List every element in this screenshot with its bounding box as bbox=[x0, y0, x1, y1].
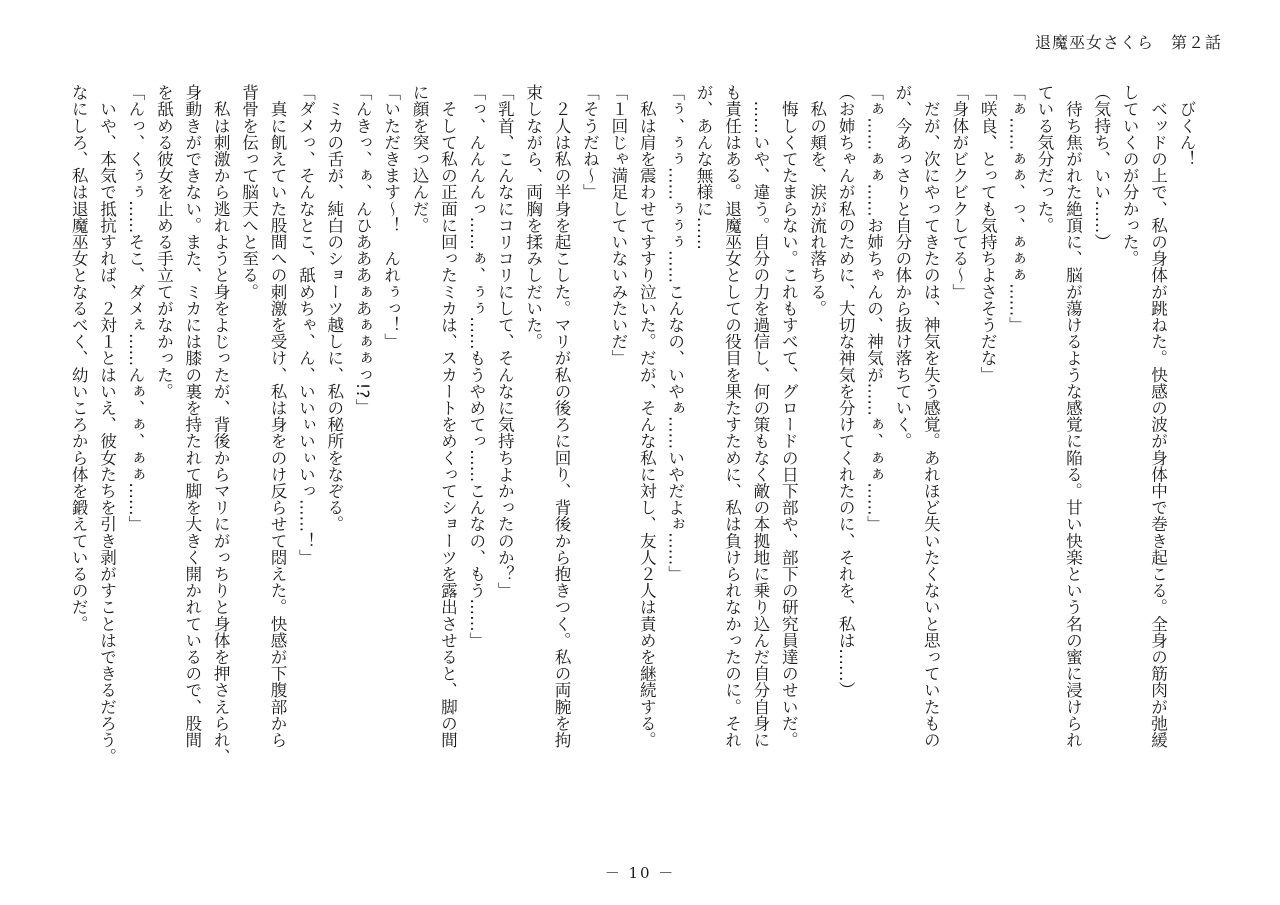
text-column: 私は肩を震わせてすすり泣いた。だが、そんな私に対し、友人２人は責めを継続する。 bbox=[637, 84, 657, 748]
text-column: びくん！ bbox=[1177, 84, 1196, 167]
text-column: ミカの舌が、純白のショーツ越しに、私の秘所をなぞる。 bbox=[324, 84, 344, 533]
text-column: 真に飢えていた股間への刺激を受け、私は身をのけ反らせて悶えた。快感が下腹部から bbox=[268, 84, 287, 748]
text-column: 「１回じゃ満足していないみたいだ」 bbox=[608, 84, 628, 367]
text-column: ……いや、違う。自分の力を過信し、何の策もなく敵の本拠地に乗り込んだ自分自身に bbox=[750, 84, 770, 748]
text-column: （お姉ちゃんが私のために、大切な神気を分けてくれたのに、それを、私は……） bbox=[836, 84, 856, 699]
text-column: 「そうだね～」 bbox=[580, 84, 600, 201]
text-column: に顔を突っ込んだ。 bbox=[410, 84, 430, 234]
text-column: 悔しくてたまらない。これもすべて、グロードの日下部や、部下の研究員達のせいだ。 bbox=[779, 84, 799, 748]
body-text bbox=[65, 84, 1200, 789]
text-column: そして私の正面に回ったミカは、スカートをめくってショーツを露出させると、脚の間 bbox=[438, 84, 458, 748]
text-column: 「んきっ、ぁ、んひあああぁあぁぁぁっ!?」 bbox=[353, 84, 373, 415]
text-column: 私の頬を、涙が流れ落ちる。 bbox=[807, 84, 827, 317]
text-column: 「っ、んんんんっ……ぁ、ぅぅ……もうやめてっ……こんなの、もう……」 bbox=[466, 84, 486, 649]
text-column: 束しながら、両胸を揉みしだいた。 bbox=[523, 84, 543, 350]
text-column: なにしろ、私は退魔巫女となるべく、幼いころから体を鍛えているのだ。 bbox=[69, 84, 89, 632]
text-column: だが、次にやってきたのは、神気を失う感覚。あれほど失いたくないと思っていたもの bbox=[921, 84, 941, 748]
text-column: が、今あっさりと自分の体から抜け落ちていく。 bbox=[892, 84, 912, 450]
text-column: （気持ち、いい……） bbox=[1091, 84, 1111, 250]
text-column: していくのが分かった。 bbox=[1120, 84, 1140, 267]
text-column: ベッドの上で、私の身体が跳ねた。快感の波が身体中で巻き起こる。全身の筋肉が弛緩 bbox=[1148, 84, 1168, 748]
text-column: 「身体がビクビクしてる～」 bbox=[949, 84, 969, 300]
text-column: 「乳首、こんなにコリコリにして、そんなに気持ちよかったのか？」 bbox=[495, 84, 515, 599]
text-column: 待ち焦がれた絶頂に、脳が蕩けるような感覚に陥る。甘い快楽という名の蜜に浸けられ bbox=[1063, 84, 1083, 748]
page-number: － 10 － bbox=[604, 864, 676, 882]
text-column: が、あんな無様に…… bbox=[694, 84, 714, 250]
text-column: 「ダメっ、そんなとこ、舐めちゃ、ん、いいぃいぃいっ……！」 bbox=[296, 84, 316, 566]
text-column: 「ぁ……ぁぁ……お姉ちゃんの、神気が……ぁ、ぁぁ……」 bbox=[864, 84, 884, 533]
text-column: 「咲良、とっても気持ちよさそうだな」 bbox=[978, 84, 998, 383]
text-column: 「ぁ……ぁぁ、っ、ぁぁぁ……」 bbox=[1006, 84, 1026, 333]
text-column: いや、本気で抵抗すれば、２対１とはいえ、彼女たちを引き剥がすことはできるだろう。 bbox=[97, 84, 117, 765]
running-header: 退魔巫女さくら 第２話 bbox=[1034, 33, 1222, 52]
text-column: 「んっ、くぅぅ……そこ、ダメぇ……んぁ、ぁ、ぁぁ……」 bbox=[125, 84, 145, 533]
text-column: 背骨を伝って脳天へと至る。 bbox=[239, 84, 259, 300]
text-column: ２人は私の半身を起こした。マリが私の後ろに回り、背後から抱きつく。私の両腕を拘 bbox=[552, 84, 572, 748]
text-column: を舐める彼女を止める手立てがなかった。 bbox=[154, 84, 174, 400]
text-column: 身動きができない。また、ミカには膝の裏を持たれて脚を大きく開かれているので、股間 bbox=[182, 84, 202, 748]
text-column: 私は刺激から逃れようと身をよじったが、背後からマリにがっちりと身体を押さえられ、 bbox=[211, 84, 231, 765]
text-column: も責任はある。退魔巫女としての役目を果たすために、私は負けられなかったのに。それ bbox=[722, 84, 742, 748]
text-column: 「いただきます～！ んれぅっ！」 bbox=[381, 84, 401, 350]
text-column: 「ぅ、ぅぅ……ぅぅぅ……こんなの、いやぁ……いやだよぉ……」 bbox=[665, 84, 685, 582]
text-column: ている気分だった。 bbox=[1034, 84, 1054, 234]
